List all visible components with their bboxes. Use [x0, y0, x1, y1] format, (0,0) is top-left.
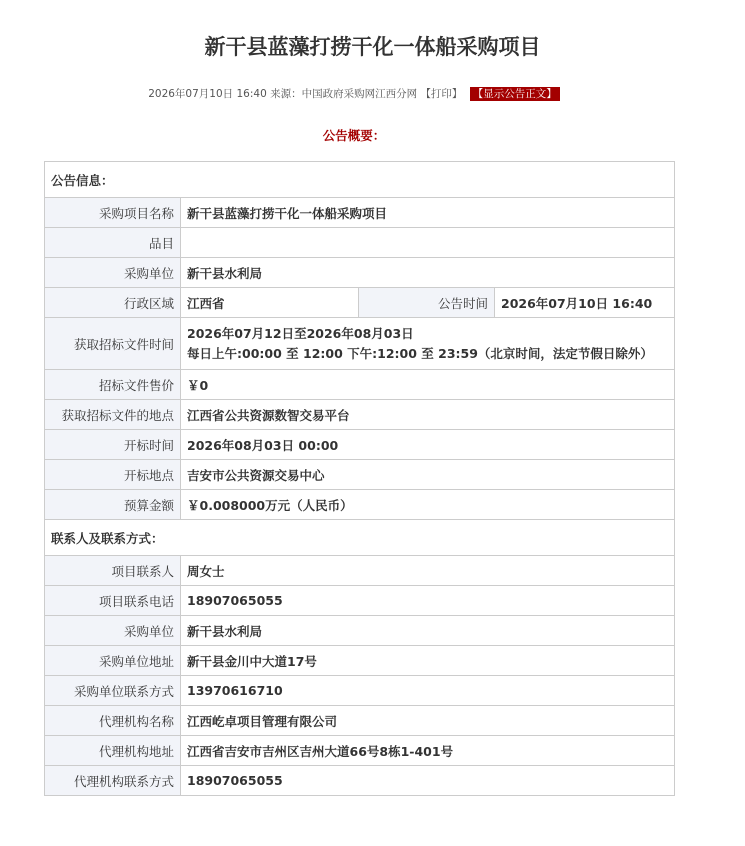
project-name-label: 采购项目名称: [45, 198, 181, 228]
table-row: [45, 586, 675, 616]
buyer-contact-label: 采购单位联系方式: [45, 676, 181, 706]
table-row: [45, 198, 675, 228]
notice-time-value: 2026年07月10日 16:40: [495, 288, 675, 318]
doc-place-label: 获取招标文件的地点: [45, 400, 181, 430]
table-row: [45, 676, 675, 706]
notice-meta: [0, 86, 708, 102]
table-row: [45, 490, 675, 520]
region-label: 行政区域: [45, 288, 181, 318]
table-row: [45, 556, 675, 586]
open-place-label: 开标地点: [45, 460, 181, 490]
project-phone-label: 项目联系电话: [45, 586, 181, 616]
project-phone-value: 18907065055: [181, 586, 675, 616]
table-row: [45, 616, 675, 646]
table-row: [45, 288, 675, 318]
section-contact-heading: 联系人及联系方式：: [45, 520, 675, 556]
open-place-value: 吉安市公共资源交易中心: [181, 460, 675, 490]
table-row: [45, 646, 675, 676]
table-row: [45, 318, 675, 370]
open-time-value: 2026年08月03日 00:00: [181, 430, 675, 460]
agency-address-label: 代理机构地址: [45, 736, 181, 766]
table-row: [45, 258, 675, 288]
notice-info-table: [44, 161, 675, 796]
agency-contact-value: 18907065055: [181, 766, 675, 796]
doc-price-value: ￥0: [181, 370, 675, 400]
buyer-value: 新干县水利局: [181, 258, 675, 288]
notice-time-label: 公告时间: [359, 288, 495, 318]
item-value: [181, 228, 675, 258]
table-row: [45, 460, 675, 490]
buyer-label: 采购单位: [45, 258, 181, 288]
agency-name-value: 江西屹卓项目管理有限公司: [181, 706, 675, 736]
doc-time-label: 获取招标文件时间: [45, 318, 181, 370]
buyer-address-label: 采购单位地址: [45, 646, 181, 676]
publish-datetime: 2026年07月10日 16:40: [148, 88, 267, 100]
doc-time-range: 2026年07月12日至2026年08月03日: [187, 325, 414, 341]
table-row: [45, 370, 675, 400]
section-row-contact: [45, 520, 675, 556]
buyer-address-value: 新干县金川中大道17号: [181, 646, 675, 676]
table-row: [45, 430, 675, 460]
agency-contact-label: 代理机构联系方式: [45, 766, 181, 796]
project-contact-value: 周女士: [181, 556, 675, 586]
doc-place-value: 江西省公共资源数智交易平台: [181, 400, 675, 430]
print-link[interactable]: 【打印】: [420, 88, 463, 100]
project-name-value: 新干县蓝藻打捞干化一体船采购项目: [181, 198, 675, 228]
buyer-contact-value: 13970616710: [181, 676, 675, 706]
region-value: 江西省: [181, 288, 359, 318]
agency-name-label: 代理机构名称: [45, 706, 181, 736]
contact-buyer-value: 新干县水利局: [181, 616, 675, 646]
table-row: [45, 228, 675, 258]
summary-heading: 公告概要：: [322, 128, 386, 143]
source-label: 来源：: [270, 88, 302, 100]
contact-buyer-label: 采购单位: [45, 616, 181, 646]
agency-address-value: 江西省吉安市吉州区吉州大道66号8栋1-401号: [181, 736, 675, 766]
page-title: 新干县蓝藻打捞干化一体船采购项目: [204, 35, 541, 59]
open-time-label: 开标时间: [45, 430, 181, 460]
show-notice-text-button[interactable]: 【显示公告正文】: [470, 87, 560, 101]
table-row: [45, 736, 675, 766]
budget-value: ￥0.008000万元（人民币）: [181, 490, 675, 520]
table-row: [45, 766, 675, 796]
section-notice-heading: 公告信息：: [45, 162, 675, 198]
budget-label: 预算金额: [45, 490, 181, 520]
doc-price-label: 招标文件售价: [45, 370, 181, 400]
project-contact-label: 项目联系人: [45, 556, 181, 586]
source-link[interactable]: 中国政府采购网江西分网: [301, 88, 418, 100]
table-row: [45, 400, 675, 430]
doc-time-value: [181, 318, 675, 370]
item-label: 品目: [45, 228, 181, 258]
doc-time-daily-hours: 每日上午:00:00 至 12:00 下午:12:00 至 23:59（北京时间，法定节假日除外）: [187, 345, 653, 361]
table-row: [45, 706, 675, 736]
section-row-notice: [45, 162, 675, 198]
